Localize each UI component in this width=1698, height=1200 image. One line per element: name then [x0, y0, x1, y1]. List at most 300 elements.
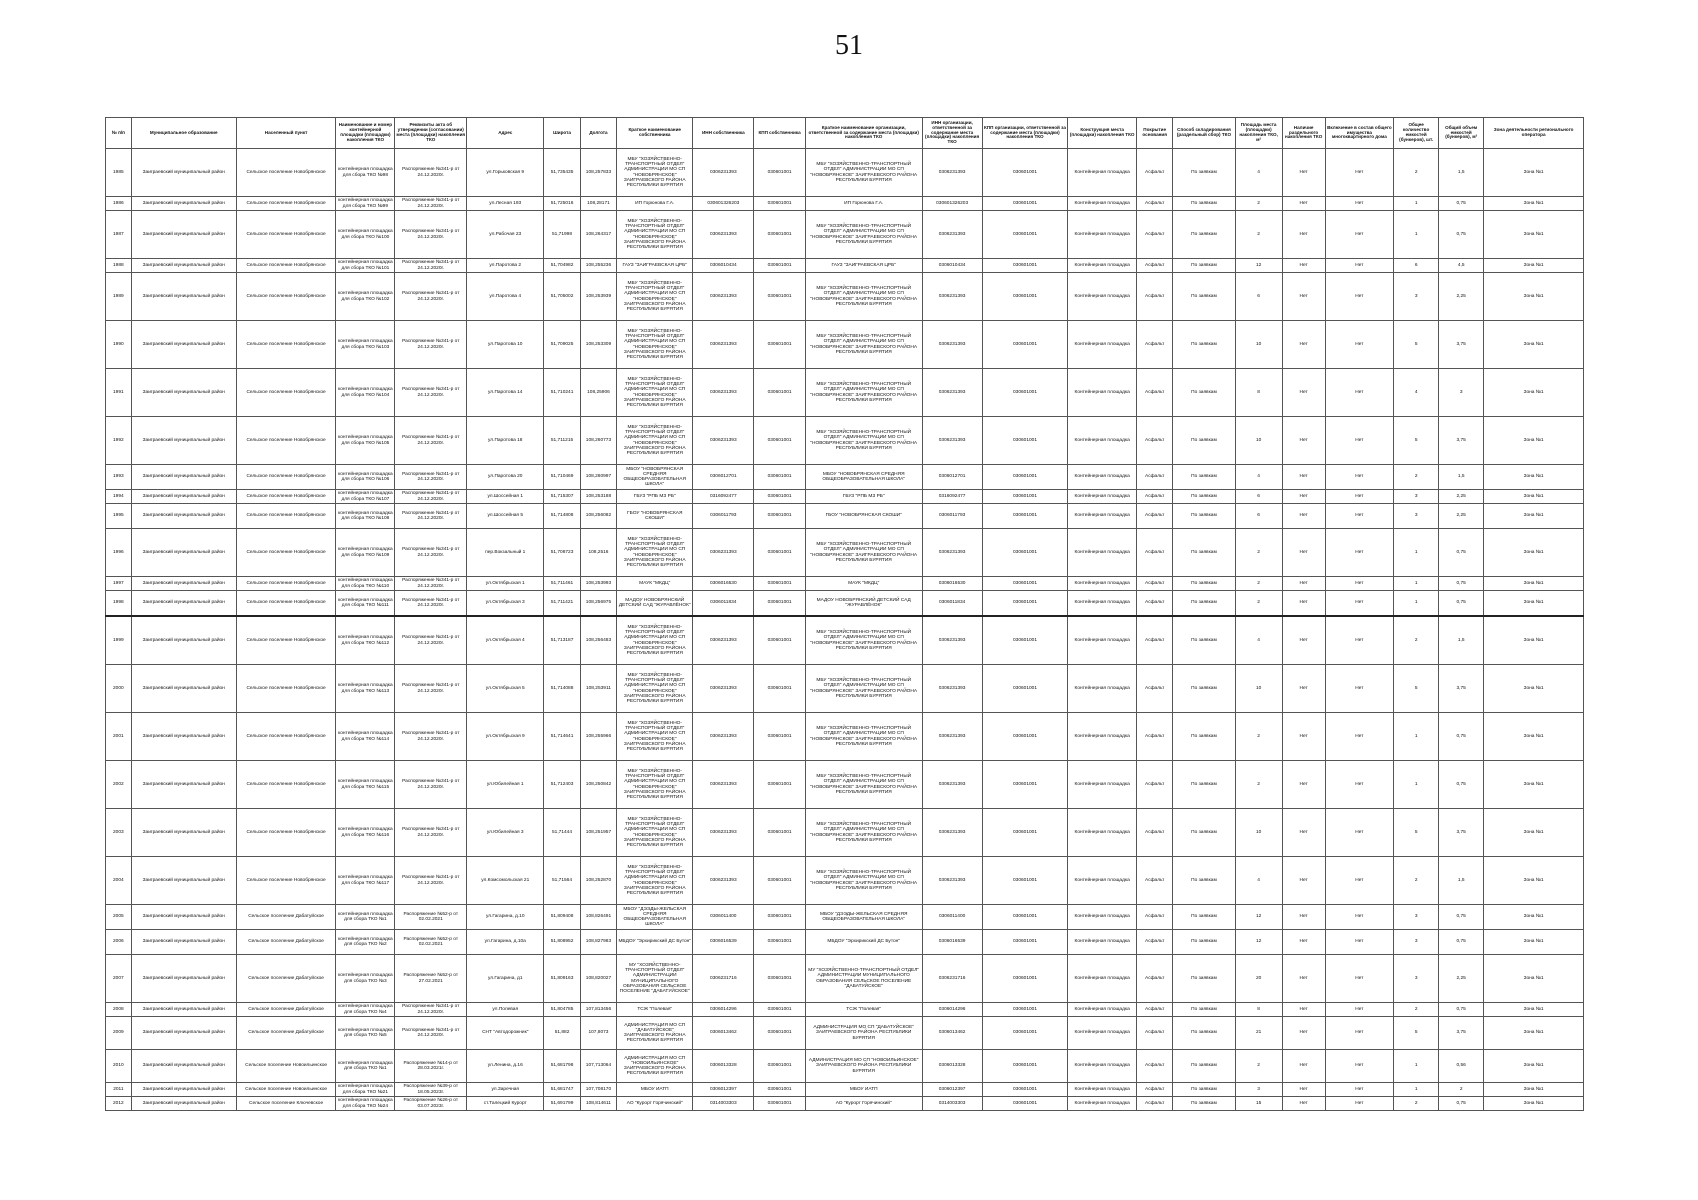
table-cell: 030601001: [982, 321, 1068, 369]
table-cell: 107,713064: [580, 1050, 616, 1083]
table-cell: 0306231393: [922, 273, 982, 321]
table-cell: Контейнерная площадка: [1068, 1050, 1137, 1083]
table-cell: 1992: [106, 417, 132, 465]
table-cell: Заиграевский муниципальный район: [131, 713, 236, 761]
table-cell: АДМИНИСТРАЦИЯ МО СП "НОВОИЛЬИНСКОЕ" ЗАИГРАЕВСКОГО РАЙОНА РЕСПУБЛИКИ БУРЯТИЯ: [805, 1050, 922, 1083]
table-cell: 51,71998: [544, 211, 580, 259]
table-cell: контейнерная площадка для сбора ТКО №102: [336, 273, 395, 321]
table-cell: 4: [1235, 616, 1282, 665]
table-cell: 030601001: [982, 577, 1068, 591]
table-cell: Асфальт: [1136, 1083, 1172, 1097]
table-cell: Нет: [1282, 930, 1325, 955]
table-cell: 030601001: [754, 369, 805, 417]
table-cell: 6: [1235, 504, 1282, 529]
table-cell: АДМИНИСТРАЦИЯ МО СП "НОВОИЛЬИНСКОЕ" ЗАИГРАЕВСКОГО РАЙОНА РЕСПУБЛИКИ БУРЯТИЯ: [617, 1050, 693, 1083]
table-cell: Распоряжение №26-р от 03.07.2023г.: [395, 1097, 467, 1111]
table-row: [106, 1097, 1584, 1111]
table-cell: ул.Гагарина, д.10: [467, 905, 544, 930]
column-header: Включение в состав общего имущества многоквартирного дома: [1325, 118, 1394, 149]
table-cell: 2: [1235, 529, 1282, 577]
table-cell: пер.Вокзальный 1: [467, 529, 544, 577]
table-cell: ул.Октябрьская 3: [467, 591, 544, 617]
table-row: [106, 1050, 1584, 1083]
table-cell: 030601001: [982, 1050, 1068, 1083]
table-cell: Нет: [1325, 417, 1394, 465]
table-cell: ул.Паротова 14: [467, 369, 544, 417]
table-cell: Сельское поселение Новобрянское: [236, 577, 336, 591]
table-cell: Сельское поселение Новобрянское: [236, 369, 336, 417]
table-row: [106, 857, 1584, 905]
table-cell: 0316092477: [922, 490, 982, 504]
table-cell: 0306016530: [922, 577, 982, 591]
table-cell: МБОУ ИАТП: [617, 1083, 693, 1097]
table-cell: 108,252870: [580, 857, 616, 905]
table-cell: 0306231393: [922, 417, 982, 465]
table-cell: Нет: [1325, 1097, 1394, 1111]
table-cell: МБУ "ХОЗЯЙСТВЕННО-ТРАНСПОРТНЫЙ ОТДЕЛ" АДМИНИСТРАЦИИ МО СП "НОВОБРЯНСКОЕ" ЗАИГРАЕВСКОГО РАЙОНА РЕСПУБЛИКИ БУРЯТИЯ: [617, 211, 693, 259]
table-cell: Зона №1: [1484, 616, 1584, 665]
table-cell: 51,710241: [544, 369, 580, 417]
table-cell: 1994: [106, 490, 132, 504]
table-cell: 0,56: [1439, 1050, 1484, 1083]
table-cell: 10: [1235, 321, 1282, 369]
table-cell: 0306013328: [693, 1050, 754, 1083]
table-cell: 108,826491: [580, 905, 616, 930]
table-cell: 6: [1235, 490, 1282, 504]
table-cell: МБУ "ХОЗЯЙСТВЕННО-ТРАНСПОРТНЫЙ ОТДЕЛ" АДМИНИСТРАЦИИ МО СП "НОВОБРЯНСКОЕ" ЗАИГРАЕВСКОГО РАЙОНА РЕСПУБЛИКИ БУРЯТИЯ: [805, 857, 922, 905]
table-cell: 108,253939: [580, 273, 616, 321]
table-cell: Нет: [1325, 809, 1394, 857]
table-cell: Зона №1: [1484, 211, 1584, 259]
table-cell: Асфальт: [1136, 259, 1172, 273]
table-cell: 51,713187: [544, 616, 580, 665]
table-cell: контейнерная площадка для сбора ТКО №115: [336, 761, 395, 809]
table-cell: МБДОУ "Эрхирикский ДС Бутон": [805, 930, 922, 955]
table-cell: Сельское поселение Новобрянское: [236, 465, 336, 490]
table-cell: Заиграевский муниципальный район: [131, 465, 236, 490]
table-cell: Нет: [1325, 211, 1394, 259]
table-cell: Сельское поселение Дабатуйское: [236, 905, 336, 930]
table-cell: МБУ "ХОЗЯЙСТВЕННО-ТРАНСПОРТНЫЙ ОТДЕЛ" АДМИНИСТРАЦИИ МО СП "НОВОБРЯНСКОЕ" ЗАИГРАЕВСКОГО РАЙОНА РЕСПУБЛИКИ БУРЯТИЯ: [617, 369, 693, 417]
table-cell: 030601001: [754, 273, 805, 321]
table-cell: Распоряжение №341-р от 24.12.2020г.: [395, 857, 467, 905]
column-header: Населенный пункт: [236, 118, 336, 149]
table-cell: Асфальт: [1136, 211, 1172, 259]
table-cell: Заиграевский муниципальный район: [131, 665, 236, 713]
table-cell: ул.Ленина, д.16: [467, 1050, 544, 1083]
table-cell: ул.Полевая: [467, 1003, 544, 1017]
table-cell: 5: [1394, 1017, 1439, 1050]
table-cell: Нет: [1325, 490, 1394, 504]
table-cell: 030601001: [982, 930, 1068, 955]
table-cell: МБУ "ХОЗЯЙСТВЕННО-ТРАНСПОРТНЫЙ ОТДЕЛ" АДМИНИСТРАЦИИ МО СП "НОВОБРЯНСКОЕ" ЗАИГРАЕВСКОГО РАЙОНА РЕСПУБЛИКИ БУРЯТИЯ: [617, 809, 693, 857]
table-cell: 108,250842: [580, 761, 616, 809]
table-cell: Заиграевский муниципальный район: [131, 1017, 236, 1050]
table-cell: 030601001: [982, 857, 1068, 905]
table-cell: Распоряжение №341-р от 24.12.2020г.: [395, 417, 467, 465]
table-cell: МБУ "ХОЗЯЙСТВЕННО-ТРАНСПОРТНЫЙ ОТДЕЛ" АДМИНИСТРАЦИИ МО СП "НОВОБРЯНСКОЕ" ЗАИГРАЕВСКОГО РАЙОНА РЕСПУБЛИКИ БУРЯТИЯ: [805, 211, 922, 259]
table-cell: 2,25: [1439, 490, 1484, 504]
table-cell: Распоряжение №341-р от 24.12.2020г.: [395, 273, 467, 321]
table-cell: Нет: [1325, 955, 1394, 1003]
table-cell: По заявкам: [1173, 665, 1235, 713]
table-cell: Сельское поселение Дабатуйское: [236, 930, 336, 955]
table-cell: 3,75: [1439, 665, 1484, 713]
table-cell: Нет: [1282, 259, 1325, 273]
table-cell: АДМИНИСТРАЦИЯ МО СП "ДАБАТУЙСКОЕ" ЗАИГРАЕВСКОГО РАЙОНА РЕСПУБЛИКИ БУРЯТИЯ: [805, 1017, 922, 1050]
table-cell: контейнерная площадка для сбора ТКО №100: [336, 211, 395, 259]
column-header: Муниципальное образование: [131, 118, 236, 149]
table-cell: Контейнерная площадка: [1068, 504, 1137, 529]
table-cell: ГБОУ "НОВОБРЯНСКАЯ СКОШИ": [805, 504, 922, 529]
table-cell: контейнерная площадка для сбора ТКО №109: [336, 529, 395, 577]
table-cell: Нет: [1282, 504, 1325, 529]
table-cell: 1: [1394, 577, 1439, 591]
table-cell: 1985: [106, 149, 132, 197]
table-cell: Асфальт: [1136, 616, 1172, 665]
table-cell: 0306231393: [922, 149, 982, 197]
column-header: Общий объем емкостей (бункеров), м³: [1439, 118, 1484, 149]
table-cell: Нет: [1282, 149, 1325, 197]
table-cell: 030601001: [754, 577, 805, 591]
table-cell: ИП Горюнова Г.А.: [805, 197, 922, 211]
table-cell: 4,5: [1439, 259, 1484, 273]
table-cell: ГАУЗ "ЗАИГРАЕВСКАЯ ЦРБ": [617, 259, 693, 273]
table-cell: По заявкам: [1173, 504, 1235, 529]
table-cell: 51,712403: [544, 761, 580, 809]
table-cell: Заиграевский муниципальный район: [131, 211, 236, 259]
table-cell: Сельское поселение Новобрянское: [236, 665, 336, 713]
table-cell: По заявкам: [1173, 905, 1235, 930]
table-cell: 108,253993: [580, 577, 616, 591]
table-cell: Контейнерная площадка: [1068, 369, 1137, 417]
table-cell: 108,28171: [580, 197, 616, 211]
table-cell: 108,820027: [580, 955, 616, 1003]
table-cell: МБОУ "НОВОБРЯНСКАЯ СРЕДНЯЯ ОБЩЕОБРАЗОВАТЕЛЬНАЯ ШКОЛА": [805, 465, 922, 490]
table-cell: 030601326203: [922, 197, 982, 211]
table-cell: Зона №1: [1484, 1050, 1584, 1083]
table-cell: ул.Гагарина, д1: [467, 955, 544, 1003]
table-cell: 3: [1394, 905, 1439, 930]
table-cell: Нет: [1325, 321, 1394, 369]
table-cell: контейнерная площадка для сбора ТКО №108: [336, 504, 395, 529]
table-cell: контейнерная площадка для сбора ТКО №116: [336, 809, 395, 857]
table-cell: 2: [1394, 1097, 1439, 1111]
table-cell: ул.Заречная: [467, 1083, 544, 1097]
table-row: [106, 149, 1584, 197]
table-cell: 51,714808: [544, 504, 580, 529]
table-body: [106, 149, 1584, 1111]
table-cell: ул.Октябрьская 4: [467, 616, 544, 665]
table-cell: Сельское поселение Новобрянское: [236, 529, 336, 577]
table-row: [106, 809, 1584, 857]
table-cell: Нет: [1325, 577, 1394, 591]
column-header: Реквизиты акта об утверждении (согласовании) места (площадки) накопления ТКО: [395, 118, 467, 149]
table-cell: Сельское поселение Новобрянское: [236, 211, 336, 259]
table-cell: ул.Комсомольская 21: [467, 857, 544, 905]
table-cell: Распоряжение №52-р от 02.02.2021: [395, 905, 467, 930]
table-cell: 0306231716: [922, 955, 982, 1003]
table-cell: 2002: [106, 761, 132, 809]
table-cell: Контейнерная площадка: [1068, 273, 1137, 321]
table-cell: Заиграевский муниципальный район: [131, 857, 236, 905]
table-cell: 0306012701: [693, 465, 754, 490]
column-header: КПП организации, ответственной за содержание места (площадки) накопления ТКО: [982, 118, 1068, 149]
table-cell: Зона №1: [1484, 369, 1584, 417]
table-cell: Зона №1: [1484, 930, 1584, 955]
column-header: Широта: [544, 118, 580, 149]
table-row: [106, 273, 1584, 321]
table-cell: 030601001: [754, 616, 805, 665]
table-cell: МУ "ХОЗЯЙСТВЕННО-ТРАНСПОРТНЫЙ ОТДЕЛ" АДМИНИСТРАЦИИ МУНИЦИПАЛЬНОГО ОБРАЗОВАНИЯ СЕЛЬСКОЕ ПОСЕЛЕНИЕ "ДАБАТУЙСКОЕ": [617, 955, 693, 1003]
column-header: Наименование и номер контейнерной площадки (площадки) накопления ТКО: [336, 118, 395, 149]
column-header: Наличие раздельного накопления ТКО: [1282, 118, 1325, 149]
table-row: [106, 529, 1584, 577]
table-cell: Зона №1: [1484, 713, 1584, 761]
table-cell: контейнерная площадка для сбора ТКО №106: [336, 465, 395, 490]
table-cell: 030601001: [754, 1097, 805, 1111]
table-cell: ул.Паротова 2: [467, 259, 544, 273]
table-cell: 0306231393: [922, 321, 982, 369]
table-cell: Нет: [1325, 665, 1394, 713]
table-cell: Нет: [1325, 1003, 1394, 1017]
table-cell: Распоряжение №341-р от 24.12.2020г.: [395, 504, 467, 529]
table-cell: контейнерная площадка для сбора ТКО №112: [336, 616, 395, 665]
table-cell: МБУ "ХОЗЯЙСТВЕННО-ТРАНСПОРТНЫЙ ОТДЕЛ" АДМИНИСТРАЦИИ МО СП "НОВОБРЯНСКОЕ" ЗАИГРАЕВСКОГО РАЙОНА РЕСПУБЛИКИ БУРЯТИЯ: [805, 616, 922, 665]
table-cell: Сельское поселение Новобрянское: [236, 259, 336, 273]
table-cell: Нет: [1282, 417, 1325, 465]
table-cell: Сельское поселение Новобрянское: [236, 713, 336, 761]
table-cell: МАУК "МКДЦ": [805, 577, 922, 591]
table-cell: контейнерная площадка для сбора ТКО №104: [336, 369, 395, 417]
table-cell: 1993: [106, 465, 132, 490]
table-row: [106, 1083, 1584, 1097]
table-cell: 2001: [106, 713, 132, 761]
table-cell: 3,75: [1439, 417, 1484, 465]
table-cell: 51,715307: [544, 490, 580, 504]
table-cell: Асфальт: [1136, 321, 1172, 369]
table-cell: Зона №1: [1484, 577, 1584, 591]
table-row: [106, 259, 1584, 273]
table-cell: Распоряжение №341-р от 24.12.2020г.: [395, 1017, 467, 1050]
table-cell: 0306011793: [922, 504, 982, 529]
table-cell: Заиграевский муниципальный район: [131, 955, 236, 1003]
table-cell: АДМИНИСТРАЦИЯ МО СП "ДАБАТУЙСКОЕ" ЗАИГРАЕВСКОГО РАЙОНА РЕСПУБЛИКИ БУРЯТИЯ: [617, 1017, 693, 1050]
table-cell: 2009: [106, 1017, 132, 1050]
table-cell: 030601001: [982, 465, 1068, 490]
table-row: [106, 713, 1584, 761]
table-cell: 51,711215: [544, 417, 580, 465]
table-cell: ул.Паротова 18: [467, 417, 544, 465]
table-cell: 1999: [106, 616, 132, 665]
table-cell: МБОУ "ДЭЭДЫ-ЖЕЛЬСКАЯ СРЕДНЯЯ ОБЩЕОБРАЗОВАТЕЛЬНАЯ ШКОЛА": [617, 905, 693, 930]
table-cell: 030601001: [982, 490, 1068, 504]
table-cell: Заиграевский муниципальный район: [131, 591, 236, 617]
table-row: [106, 490, 1584, 504]
table-cell: 0306014296: [922, 1003, 982, 1017]
table-cell: 0306013462: [693, 1017, 754, 1050]
table-cell: Асфальт: [1136, 1003, 1172, 1017]
table-cell: Нет: [1325, 465, 1394, 490]
table-cell: ул.Паротова 20: [467, 465, 544, 490]
table-cell: 030601001: [754, 197, 805, 211]
table-cell: Нет: [1282, 1050, 1325, 1083]
table-cell: МБУ "ХОЗЯЙСТВЕННО-ТРАНСПОРТНЫЙ ОТДЕЛ" АДМИНИСТРАЦИИ МО СП "НОВОБРЯНСКОЕ" ЗАИГРАЕВСКОГО РАЙОНА РЕСПУБЛИКИ БУРЯТИЯ: [805, 273, 922, 321]
table-cell: 51,809408: [544, 905, 580, 930]
table-cell: 10: [1235, 665, 1282, 713]
table-cell: Заиграевский муниципальный район: [131, 529, 236, 577]
table-cell: 108,255966: [580, 713, 616, 761]
table-cell: 030601001: [982, 259, 1068, 273]
table-cell: Нет: [1325, 529, 1394, 577]
table-cell: Зона №1: [1484, 1017, 1584, 1050]
table-row: [106, 761, 1584, 809]
table-cell: ГАУЗ "ЗАИГРАЕВСКАЯ ЦРБ": [805, 259, 922, 273]
table-cell: 030601001: [982, 369, 1068, 417]
table-cell: Распоряжение №52-р от 02.02.2021: [395, 930, 467, 955]
table-cell: 3: [1394, 930, 1439, 955]
table-cell: Нет: [1282, 577, 1325, 591]
table-cell: контейнерная площадка для сбора ТКО №103: [336, 321, 395, 369]
table-cell: 3: [1394, 273, 1439, 321]
table-cell: СНТ "Автодорожник": [467, 1017, 544, 1050]
table-cell: 0,75: [1439, 930, 1484, 955]
table-cell: 1,5: [1439, 149, 1484, 197]
table-cell: Асфальт: [1136, 369, 1172, 417]
table-cell: Нет: [1325, 1050, 1394, 1083]
table-cell: Распоряжение №341-р от 24.12.2020г.: [395, 665, 467, 713]
table-cell: Контейнерная площадка: [1068, 1017, 1137, 1050]
table-cell: Контейнерная площадка: [1068, 321, 1137, 369]
table-cell: МБУ "ХОЗЯЙСТВЕННО-ТРАНСПОРТНЫЙ ОТДЕЛ" АДМИНИСТРАЦИИ МО СП "НОВОБРЯНСКОЕ" ЗАИГРАЕВСКОГО РАЙОНА РЕСПУБЛИКИ БУРЯТИЯ: [805, 761, 922, 809]
table-cell: Заиграевский муниципальный район: [131, 417, 236, 465]
table-cell: Заиграевский муниципальный район: [131, 1083, 236, 1097]
table-cell: Асфальт: [1136, 465, 1172, 490]
table-cell: 51,691799: [544, 1097, 580, 1111]
table-cell: По заявкам: [1173, 1097, 1235, 1111]
table-cell: Нет: [1325, 369, 1394, 417]
table-cell: МБУ "ХОЗЯЙСТВЕННО-ТРАНСПОРТНЫЙ ОТДЕЛ" АДМИНИСТРАЦИИ МО СП "НОВОБРЯНСКОЕ" ЗАИГРАЕВСКОГО РАЙОНА РЕСПУБЛИКИ БУРЯТИЯ: [805, 149, 922, 197]
table-cell: Контейнерная площадка: [1068, 809, 1137, 857]
table-cell: Сельское поселение Новоильинское: [236, 1083, 336, 1097]
table-cell: Заиграевский муниципальный район: [131, 504, 236, 529]
table-cell: По заявкам: [1173, 616, 1235, 665]
table-cell: 1: [1394, 591, 1439, 617]
table-cell: Нет: [1282, 713, 1325, 761]
table-cell: 030601001: [754, 417, 805, 465]
header-row: [106, 118, 1584, 149]
table-cell: Нет: [1325, 1017, 1394, 1050]
table-cell: Асфальт: [1136, 197, 1172, 211]
table-cell: МБОУ "ДЭЭДЫ-ЖЕЛЬСКАЯ СРЕДНЯЯ ОБЩЕОБРАЗОВАТЕЛЬНАЯ ШКОЛА": [805, 905, 922, 930]
table-cell: 0,75: [1439, 197, 1484, 211]
table-cell: 0306011400: [922, 905, 982, 930]
table-cell: Зона №1: [1484, 490, 1584, 504]
table-cell: 0306016539: [693, 930, 754, 955]
table-cell: 51,711421: [544, 591, 580, 617]
table-cell: Распоряжение №341-р от 24.12.2020г.: [395, 211, 467, 259]
table-cell: Нет: [1282, 809, 1325, 857]
table-cell: 51,709025: [544, 321, 580, 369]
table-cell: МБУ "ХОЗЯЙСТВЕННО-ТРАНСПОРТНЫЙ ОТДЕЛ" АДМИНИСТРАЦИИ МО СП "НОВОБРЯНСКОЕ" ЗАИГРАЕВСКОГО РАЙОНА РЕСПУБЛИКИ БУРЯТИЯ: [805, 321, 922, 369]
table-cell: контейнерная площадка для сбора ТКО №4: [336, 1003, 395, 1017]
table-row: [106, 930, 1584, 955]
table-cell: 2,25: [1439, 955, 1484, 1003]
table-cell: контейнерная площадка для сбора ТКО №98: [336, 149, 395, 197]
table-cell: Контейнерная площадка: [1068, 857, 1137, 905]
table-cell: По заявкам: [1173, 1083, 1235, 1097]
table-cell: 0306231393: [922, 616, 982, 665]
table-cell: Контейнерная площадка: [1068, 1003, 1137, 1017]
table-cell: 0306011400: [693, 905, 754, 930]
table-cell: 1990: [106, 321, 132, 369]
table-cell: контейнерная площадка для сбора ТКО №105: [336, 417, 395, 465]
table-cell: контейнерная площадка для сбора ТКО №110: [336, 577, 395, 591]
table-cell: 108,253188: [580, 490, 616, 504]
table-cell: Асфальт: [1136, 149, 1172, 197]
table-cell: Контейнерная площадка: [1068, 1083, 1137, 1097]
table-cell: 3,75: [1439, 809, 1484, 857]
column-header: Общее количество емкостей (бункеров), шт.: [1394, 118, 1439, 149]
table-cell: 0306013462: [922, 1017, 982, 1050]
table-cell: 0306231393: [693, 809, 754, 857]
table-cell: Нет: [1282, 273, 1325, 321]
table-cell: Нет: [1282, 1003, 1325, 1017]
table-cell: 030601001: [982, 149, 1068, 197]
table-cell: 0,75: [1439, 577, 1484, 591]
table-cell: Заиграевский муниципальный район: [131, 761, 236, 809]
table-cell: 030601001: [754, 905, 805, 930]
table-cell: Сельское поселение Новобрянское: [236, 761, 336, 809]
table-cell: МБУ "ХОЗЯЙСТВЕННО-ТРАНСПОРТНЫЙ ОТДЕЛ" АДМИНИСТРАЦИИ МО СП "НОВОБРЯНСКОЕ" ЗАИГРАЕВСКОГО РАЙОНА РЕСПУБЛИКИ БУРЯТИЯ: [617, 417, 693, 465]
table-cell: По заявкам: [1173, 490, 1235, 504]
table-cell: ТСЖ "Полевая": [805, 1003, 922, 1017]
table-cell: 2003: [106, 809, 132, 857]
table-cell: ул.Шоссейная 5: [467, 504, 544, 529]
table-cell: 107,8073: [580, 1017, 616, 1050]
table-cell: Заиграевский муниципальный район: [131, 930, 236, 955]
table-cell: Асфальт: [1136, 417, 1172, 465]
table-cell: 51,714088: [544, 665, 580, 713]
table-cell: Асфальт: [1136, 490, 1172, 504]
table-cell: 030601001: [982, 905, 1068, 930]
table-cell: МБУ "ХОЗЯЙСТВЕННО-ТРАНСПОРТНЫЙ ОТДЕЛ" АДМИНИСТРАЦИИ МО СП "НОВОБРЯНСКОЕ" ЗАИГРАЕВСКОГО РАЙОНА РЕСПУБЛИКИ БУРЯТИЯ: [805, 369, 922, 417]
table-cell: 1997: [106, 577, 132, 591]
table-row: [106, 197, 1584, 211]
table-cell: Сельское поселение Новобрянское: [236, 490, 336, 504]
table-cell: ул.Горьковская 9: [467, 149, 544, 197]
table-cell: МУ "ХОЗЯЙСТВЕННО-ТРАНСПОРТНЫЙ ОТДЕЛ" АДМИНИСТРАЦИИ МУНИЦИПАЛЬНОГО ОБРАЗОВАНИЯ СЕЛЬСКОЕ ПОСЕЛЕНИЕ "ДАБАТУЙСКОЕ": [805, 955, 922, 1003]
table-cell: 2: [1235, 713, 1282, 761]
table-cell: Контейнерная площадка: [1068, 955, 1137, 1003]
table-cell: 0306231393: [922, 665, 982, 713]
table-cell: Сельское поселение Новобрянское: [236, 417, 336, 465]
table-cell: контейнерная площадка для сбора ТКО №1: [336, 1050, 395, 1083]
table-cell: 1988: [106, 259, 132, 273]
table-cell: Распоряжение №14-р от 28.03.2021г.: [395, 1050, 467, 1083]
table-cell: Распоряжение №341-р от 24.12.2020г.: [395, 1003, 467, 1017]
table-cell: Нет: [1282, 591, 1325, 617]
table-row: [106, 1017, 1584, 1050]
table-cell: 0306231393: [693, 616, 754, 665]
table-cell: Заиграевский муниципальный район: [131, 197, 236, 211]
column-header: Зона деятельности регионального оператора: [1484, 118, 1584, 149]
table-cell: 10: [1235, 809, 1282, 857]
table-cell: Заиграевский муниципальный район: [131, 490, 236, 504]
table-cell: МБУ "ХОЗЯЙСТВЕННО-ТРАНСПОРТНЫЙ ОТДЕЛ" АДМИНИСТРАЦИИ МО СП "НОВОБРЯНСКОЕ" ЗАИГРАЕВСКОГО РАЙОНА РЕСПУБЛИКИ БУРЯТИЯ: [805, 809, 922, 857]
table-cell: Распоряжение №341-р от 24.12.2020г.: [395, 529, 467, 577]
table-cell: 8: [1235, 369, 1282, 417]
